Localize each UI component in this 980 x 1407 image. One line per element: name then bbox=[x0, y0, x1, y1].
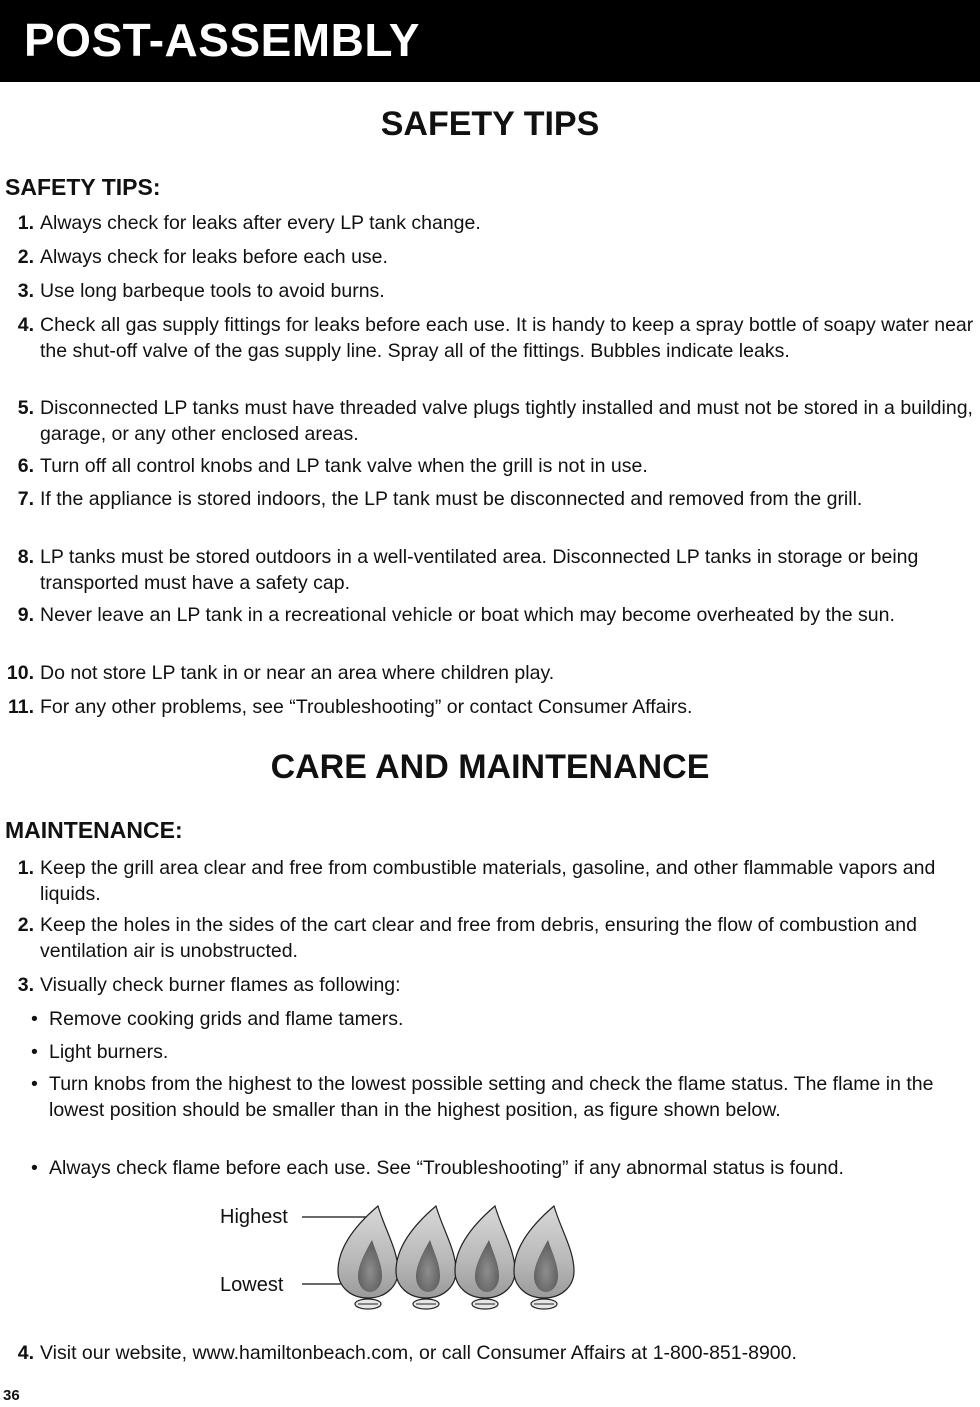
item-number: 5. bbox=[17, 397, 34, 419]
maintenance-subheading: MAINTENANCE: bbox=[5, 817, 183, 843]
item-text: Disconnected LP tanks must have threaded valve plugs tightly installed and must not be stored in a building, garage, or any other enclosed areas. bbox=[40, 397, 973, 445]
item-text: For any other problems, see “Troubleshooting” or contact Consumer Affairs. bbox=[40, 696, 693, 718]
page-number: 36 bbox=[3, 1387, 20, 1404]
flame-icon bbox=[514, 1206, 574, 1309]
bullet-text: Always check flame before each use. See “Troubleshooting” if any abnormal status is found. bbox=[49, 1157, 844, 1179]
banner-title: POST-ASSEMBLY bbox=[24, 14, 420, 66]
safety-tips-subheading: SAFETY TIPS: bbox=[5, 174, 161, 200]
item-number: 4. bbox=[17, 314, 34, 336]
item-number: 8. bbox=[17, 546, 34, 568]
care-maintenance-heading: CARE AND MAINTENANCE bbox=[270, 748, 710, 786]
item-number: 6. bbox=[17, 455, 34, 477]
item-number: 7. bbox=[17, 488, 34, 510]
item-number: 3. bbox=[17, 280, 34, 302]
item-text: Keep the holes in the sides of the cart clear and free from debris, ensuring the flow of combustion and ventilation air is unobstructed. bbox=[40, 914, 917, 962]
bullet-dot: • bbox=[31, 1041, 38, 1063]
bullet-text: Light burners. bbox=[49, 1041, 169, 1063]
item-text: Visit our website, www.hamiltonbeach.com, or call Consumer Affairs at 1-800-851-8900. bbox=[40, 1342, 797, 1364]
item-number: 1. bbox=[17, 212, 34, 234]
item-text: Visually check burner flames as following: bbox=[40, 974, 401, 996]
item-text: Use long barbeque tools to avoid burns. bbox=[40, 280, 385, 302]
header-banner bbox=[0, 0, 980, 82]
item-text: Turn off all control knobs and LP tank valve when the grill is not in use. bbox=[40, 455, 648, 477]
bullet-dot: • bbox=[31, 1157, 38, 1179]
item-text: Check all gas supply fittings for leaks before each use. It is handy to keep a spray bottle of soapy water near the shut-off valve of the gas supply line. Spray all of the fittings. Bubbles indicate leaks. bbox=[40, 314, 974, 362]
item-text: Keep the grill area clear and free from combustible materials, gasoline, and other flammable vapors and liquids. bbox=[40, 857, 936, 905]
flame-label-lowest: Lowest bbox=[220, 1274, 284, 1296]
bullet-dot: • bbox=[31, 1073, 38, 1095]
item-number: 4. bbox=[17, 1342, 34, 1364]
item-text: LP tanks must be stored outdoors in a well-ventilated area. Disconnected LP tanks in storage or being transported must have a safety cap. bbox=[40, 546, 919, 594]
item-number: 11. bbox=[7, 696, 34, 718]
item-number: 1. bbox=[17, 857, 34, 879]
item-text: Never leave an LP tank in a recreational vehicle or boat which may become overheated by the sun. bbox=[40, 604, 895, 626]
bullet-text: Turn knobs from the highest to the lowest possible setting and check the flame status. The flame in the lowest position should be smaller than in the highest position, as figure shown below. bbox=[49, 1073, 934, 1121]
safety-tips-heading: SAFETY TIPS bbox=[380, 105, 600, 143]
burner-flame-figure bbox=[210, 1198, 590, 1318]
bullet-text: Remove cooking grids and flame tamers. bbox=[49, 1008, 404, 1030]
flame-label-highest: Highest bbox=[220, 1206, 288, 1228]
item-number: 9. bbox=[17, 604, 34, 626]
item-text: Do not store LP tank in or near an area where children play. bbox=[40, 662, 555, 684]
item-text: Always check for leaks before each use. bbox=[40, 246, 388, 268]
flame-icon bbox=[338, 1206, 398, 1309]
item-number: 2. bbox=[17, 914, 34, 936]
flame-icon bbox=[396, 1206, 456, 1309]
item-text: Always check for leaks after every LP tank change. bbox=[40, 212, 481, 234]
flame-icon bbox=[455, 1206, 515, 1309]
bullet-dot: • bbox=[31, 1008, 38, 1030]
item-number: 3. bbox=[17, 974, 34, 996]
item-text: If the appliance is stored indoors, the LP tank must be disconnected and removed from the grill. bbox=[40, 488, 863, 510]
item-number: 10. bbox=[6, 662, 34, 684]
item-number: 2. bbox=[17, 246, 34, 268]
